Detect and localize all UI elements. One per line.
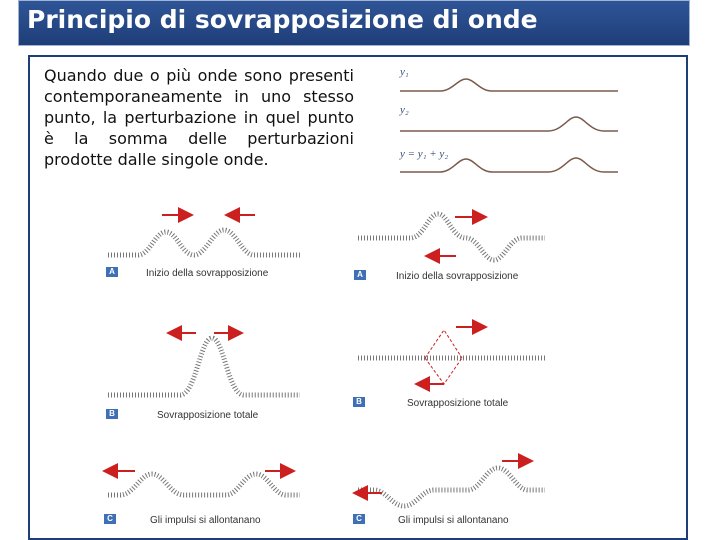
right-a-badge: A bbox=[354, 270, 366, 280]
right-b-badge: B bbox=[353, 397, 365, 407]
left-a-caption: Inizio della sovrapposizione bbox=[146, 268, 269, 279]
right-b-dashed-up bbox=[425, 330, 462, 358]
right-b-dashed-down bbox=[425, 358, 462, 384]
right-c-caption: Gli impulsi si allontanano bbox=[398, 515, 509, 526]
right-a-caption: Inizio della sovrapposizione bbox=[396, 271, 519, 282]
y1-curve bbox=[400, 79, 618, 91]
sum-label: y = y₁ + y₂ bbox=[400, 148, 449, 160]
superposition-plot bbox=[400, 79, 618, 172]
right-b-caption: Sovrapposizione totale bbox=[407, 398, 509, 409]
right-c-badge: C bbox=[353, 514, 365, 524]
sum-curve bbox=[400, 158, 618, 172]
right-c-spring bbox=[358, 468, 545, 506]
left-c-spring bbox=[108, 474, 300, 495]
left-b-badge: B bbox=[106, 409, 118, 419]
y2-label: y₂ bbox=[400, 104, 409, 116]
right-a-spring bbox=[358, 214, 545, 260]
y2-curve bbox=[400, 117, 618, 131]
y1-label: y₁ bbox=[400, 66, 409, 78]
left-a-badge: A bbox=[106, 267, 118, 277]
left-a-spring bbox=[108, 230, 300, 255]
page-title: Principio di sovrapposizione di onde bbox=[27, 5, 538, 34]
description-paragraph: Quando due o più onde sono presenti contemporaneamente in uno stesso punto, la perturbazione in quel punto è la somma delle perturbazioni prodotte dalle singole onde. bbox=[44, 66, 354, 169]
left-b-caption: Sovrapposizione totale bbox=[157, 410, 259, 421]
left-c-badge: C bbox=[104, 514, 116, 524]
left-b-spring bbox=[108, 338, 300, 395]
left-c-caption: Gli impulsi si allontanano bbox=[150, 515, 261, 526]
